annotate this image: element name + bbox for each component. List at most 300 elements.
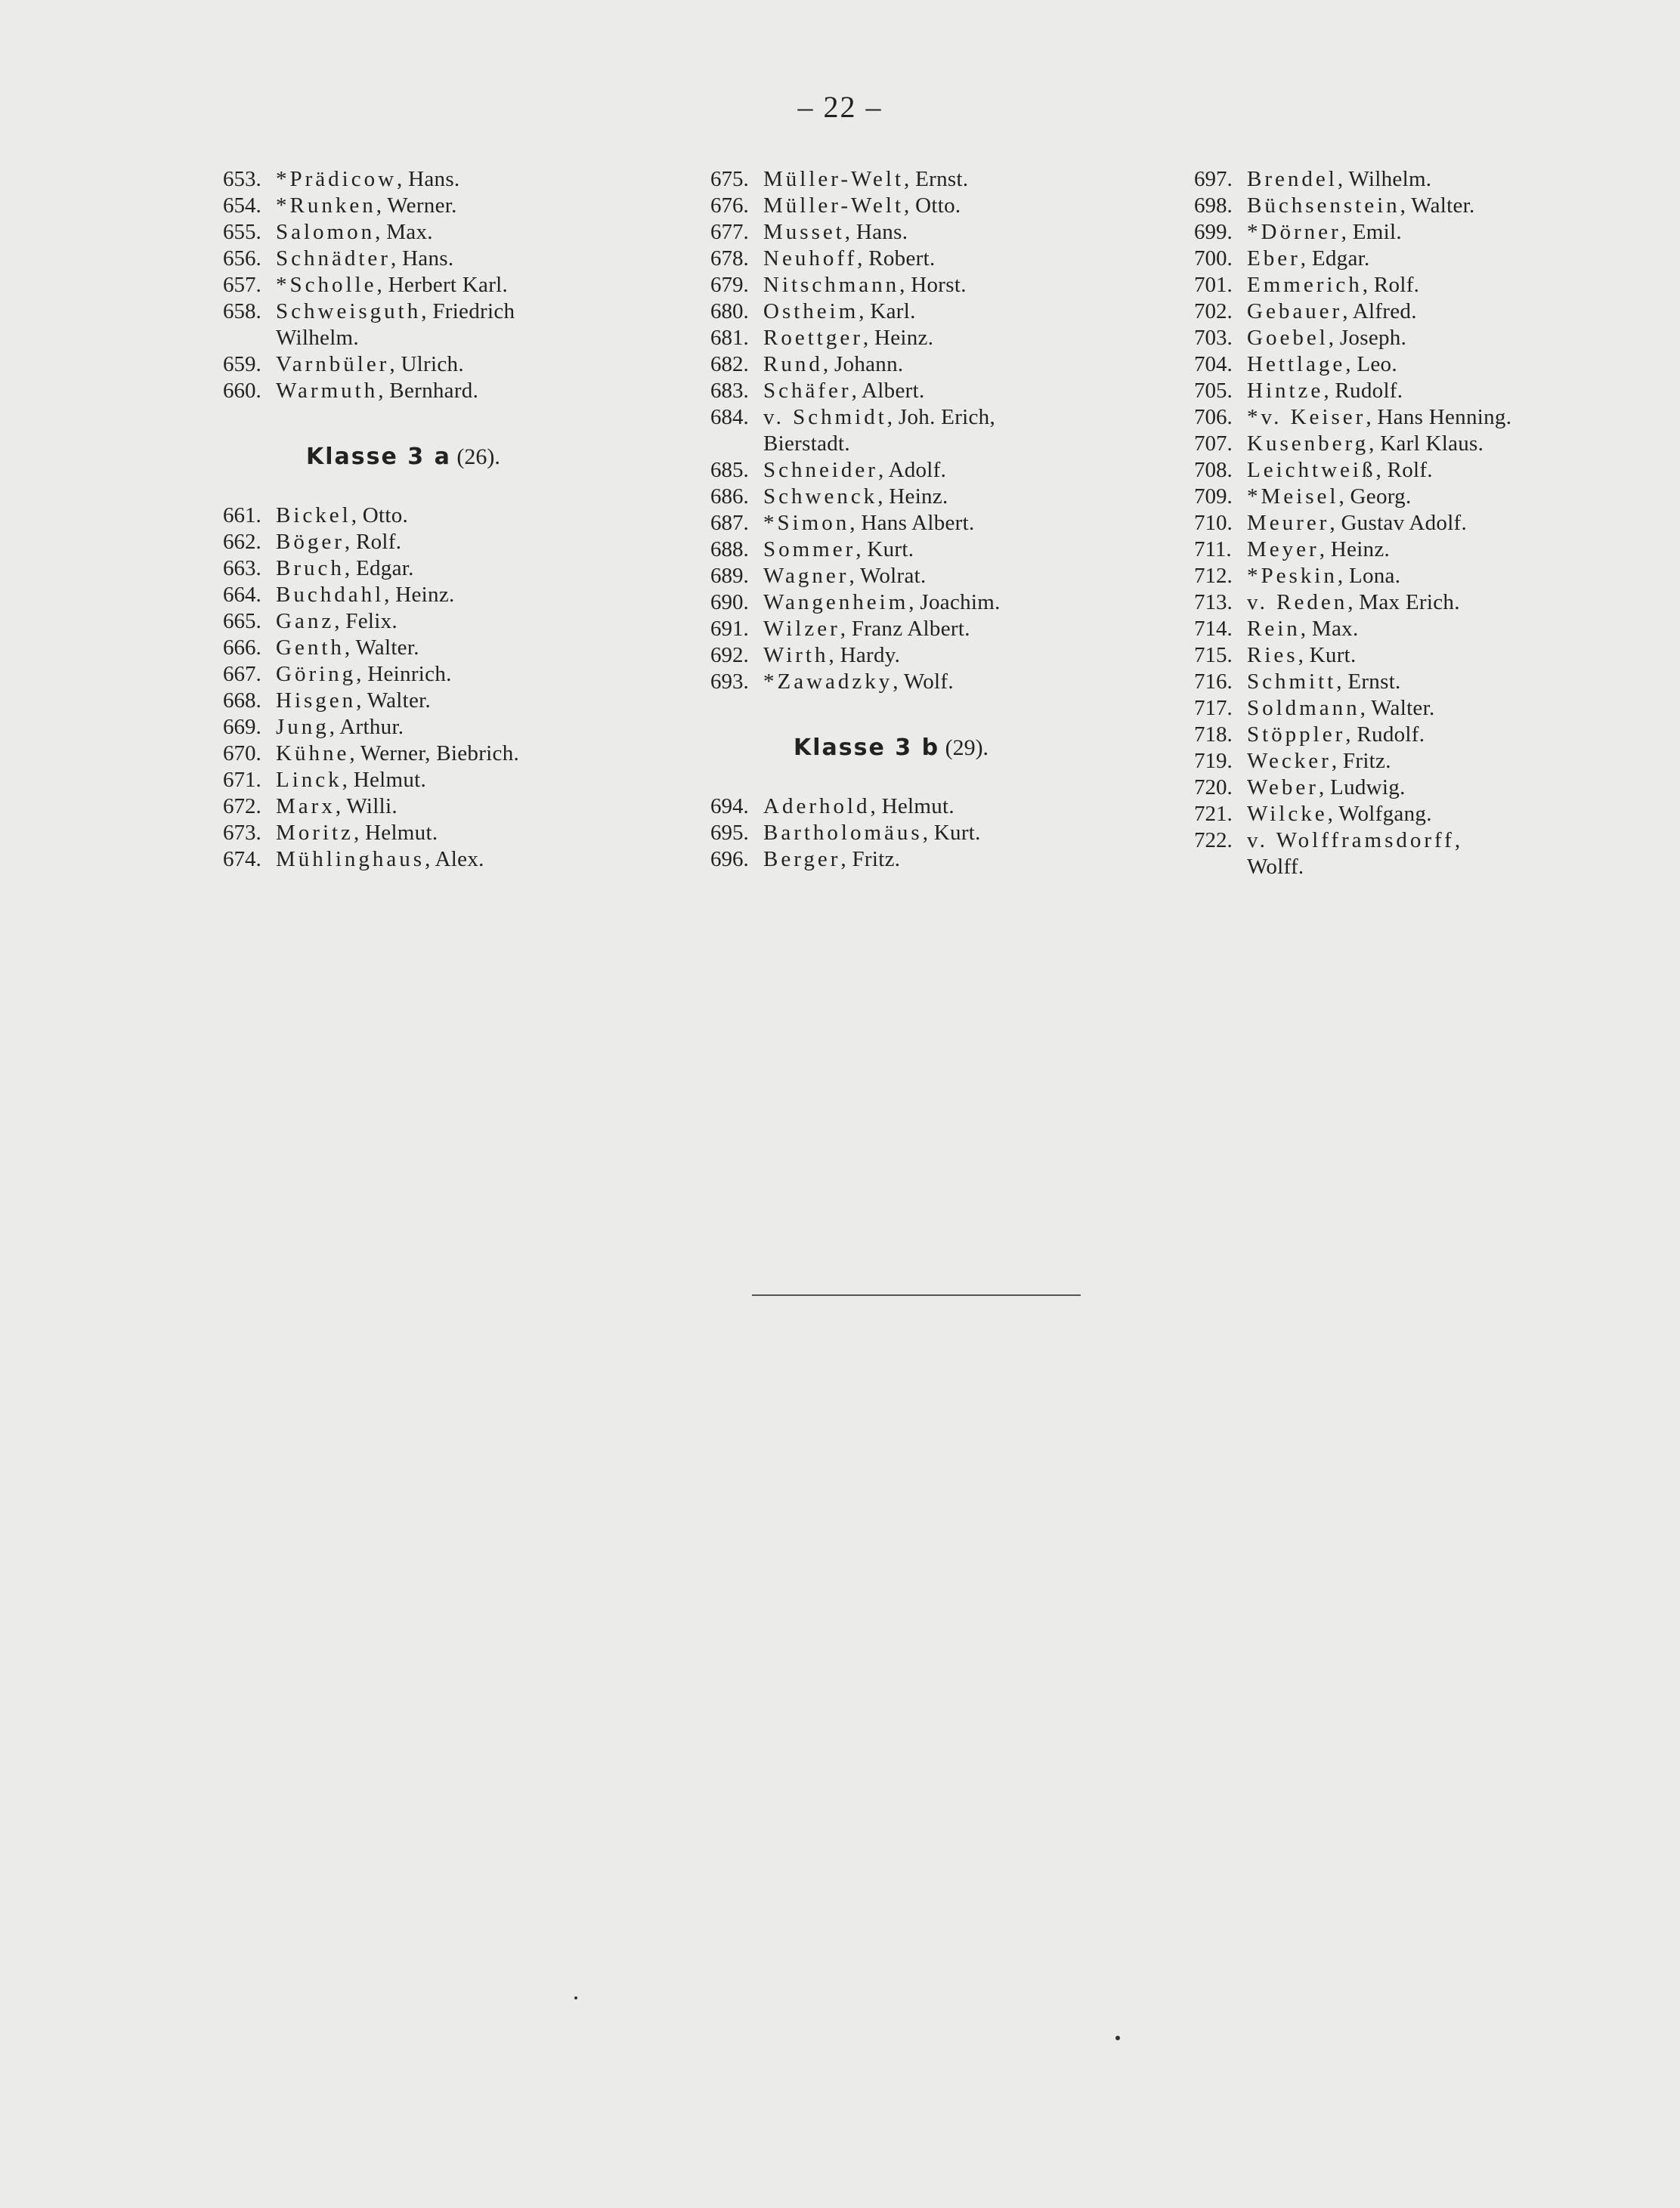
entry-given-names: , Joseph. (1328, 326, 1407, 350)
list-item (710, 246, 1179, 272)
list-item (710, 404, 1179, 431)
entry-given-names: , Joh. Erich, (886, 405, 996, 429)
entry-given-names: , Rolf. (1375, 458, 1433, 482)
entry-surname: Meurer (1247, 511, 1330, 535)
entry-name (276, 246, 453, 272)
entry-name (1247, 827, 1460, 854)
entry-surname: Hintze (1247, 379, 1324, 403)
entry-number: 691. (710, 617, 749, 641)
entry-name (763, 616, 970, 642)
entry-number: 695. (710, 821, 749, 845)
entry-name (276, 767, 426, 793)
entry-given-names: , Max. (1300, 617, 1359, 641)
entry-given-names: , Otto. (904, 193, 961, 218)
entry-name (276, 529, 401, 555)
entry-number: 694. (710, 794, 749, 818)
entry-given-names: , Hans. (390, 246, 454, 271)
entry-name (276, 503, 408, 529)
entry-number: 706. (1194, 405, 1233, 429)
list-item (223, 298, 691, 325)
entry-surname: Schnädter (276, 246, 391, 271)
entry-given-names: , Max. (375, 220, 433, 244)
entry-surname: *Meisel (1247, 484, 1339, 509)
entry-given-names: , Emil. (1341, 220, 1402, 244)
list-item (223, 846, 691, 873)
entry-given-names: , Ludwig. (1318, 775, 1406, 799)
entry-number: 666. (223, 635, 261, 660)
list-item (710, 298, 1179, 325)
entry-given-names: , Hardy. (828, 643, 901, 667)
entry-surname: Bartholomäus (763, 821, 923, 845)
list-item (1194, 589, 1648, 616)
entry-name (763, 219, 908, 246)
entry-name (276, 325, 359, 351)
entry-name (763, 563, 927, 589)
entry-number: 665. (223, 609, 261, 633)
entry-number: 704. (1194, 352, 1233, 376)
entry-given-names: , Walter. (344, 635, 419, 660)
entry-number: 663. (223, 556, 261, 580)
entry-surname: Eber (1247, 246, 1301, 271)
entry-surname: Varnbüler (276, 352, 390, 376)
entry-given-names: , Ernst. (904, 167, 969, 191)
entry-surname: *Prädicow (276, 167, 398, 191)
entry-number: 702. (1194, 299, 1233, 323)
entry-given-names: , Wolrat. (849, 564, 927, 588)
entry-number: 675. (710, 167, 749, 191)
list-item (223, 714, 691, 741)
entry-given-names: , Arthur. (329, 715, 404, 739)
entry-name (276, 298, 515, 325)
entry-surname: *Zawadzky (763, 670, 893, 694)
class-heading (794, 733, 1179, 763)
entry-given-names: , Ulrich. (389, 352, 464, 376)
entry-surname: Weber (1247, 775, 1319, 799)
list-item (710, 193, 1179, 219)
page-number: – 22 – (797, 90, 883, 124)
entry-surname: Wilzer (763, 617, 840, 641)
list-item (223, 688, 691, 714)
list-item (1194, 642, 1648, 669)
list-item (710, 589, 1179, 616)
entry-name (1247, 246, 1370, 272)
entry-name (1247, 722, 1425, 748)
entry-given-names: , Kurt. (1298, 643, 1357, 667)
entry-surname: *v. Keiser (1247, 405, 1366, 429)
entry-number: 655. (223, 220, 261, 244)
entry-surname: Moritz (276, 821, 354, 845)
list-item (1194, 722, 1648, 748)
entry-given-names: , Hans Albert. (849, 511, 975, 535)
entry-number (710, 431, 763, 457)
entry-surname: Rein (1247, 617, 1301, 641)
entry-name (276, 714, 404, 741)
list-item (223, 378, 691, 404)
entry-given-names: , Franz Albert. (840, 617, 970, 641)
entry-given-names: , Albert. (851, 379, 925, 403)
entry-given-names: , Johann. (822, 352, 904, 376)
list-item (223, 529, 691, 555)
entry-number: 718. (1194, 722, 1233, 747)
entry-name (276, 688, 431, 714)
entry-surname: Roettger (763, 326, 863, 350)
entry-number: 712. (1194, 564, 1233, 588)
list-item (710, 846, 1179, 873)
entry-number: 678. (710, 246, 749, 271)
class-heading-count: (29). (939, 735, 989, 760)
entry-name (1247, 695, 1435, 722)
list-item (1194, 669, 1648, 695)
entry-surname: Wirth (763, 643, 829, 667)
entry-number: 677. (710, 220, 749, 244)
list-item (710, 669, 1179, 695)
entry-name (1247, 669, 1401, 695)
list-item (710, 351, 1179, 378)
entry-given-names: , Walter. (1400, 193, 1475, 218)
entry-name (763, 793, 954, 820)
list-item (1194, 219, 1648, 246)
entry-name (763, 272, 967, 298)
entry-given-names: , Lona. (1337, 564, 1401, 588)
list-item (1194, 854, 1648, 880)
entry-name (276, 555, 414, 582)
entry-surname: Göring (276, 662, 357, 686)
list-item (1194, 695, 1648, 722)
entry-number: 657. (223, 273, 261, 297)
entry-number: 667. (223, 662, 261, 686)
entry-surname: Ostheim (763, 299, 859, 323)
list-item (710, 378, 1179, 404)
entry-surname: Schäfer (763, 379, 852, 403)
entry-given-names: , Georg. (1338, 484, 1412, 509)
entry-name (276, 741, 519, 767)
entry-name (1247, 854, 1304, 880)
list-item (1194, 801, 1648, 827)
list-item (1194, 325, 1648, 351)
list-item (1194, 457, 1648, 484)
list-item (710, 431, 1179, 457)
entry-surname: Ries (1247, 643, 1298, 667)
entry-given-names: , Edgar. (1300, 246, 1370, 271)
entry-given-names: , Adolf. (877, 458, 947, 482)
entry-surname: Hisgen (276, 688, 357, 713)
entry-surname: Genth (276, 635, 345, 660)
entry-name (276, 820, 438, 846)
entry-surname: Leichtweiß (1247, 458, 1376, 482)
list-item (223, 820, 691, 846)
entry-name (276, 166, 459, 193)
entry-name (1247, 325, 1406, 351)
entry-surname: v. Schmidt (763, 405, 887, 429)
list-item (223, 793, 691, 820)
entry-given-names: , Werner. (376, 193, 457, 218)
entry-number: 661. (223, 503, 261, 527)
entry-surname: Böger (276, 530, 345, 554)
entry-name (1247, 748, 1391, 775)
list-item (223, 193, 691, 219)
entry-surname: Wangenheim (763, 590, 909, 614)
list-item (223, 635, 691, 661)
entry-name (763, 669, 954, 695)
entry-number: 684. (710, 405, 749, 429)
entry-given-names: , Alex. (425, 847, 484, 871)
list-item (1194, 378, 1648, 404)
entry-surname: *Peskin (1247, 564, 1338, 588)
entry-name (276, 272, 508, 298)
entry-given-names: , Rolf. (344, 530, 402, 554)
entry-surname: Salomon (276, 220, 376, 244)
entry-surname: Schmitt (1247, 670, 1337, 694)
speck-mark (574, 1996, 577, 1999)
entry-given-names: , Heinrich. (356, 662, 452, 686)
entry-surname: Kusenberg (1247, 431, 1369, 456)
entry-name (1247, 431, 1484, 457)
entry-name (276, 635, 419, 661)
list-item (223, 661, 691, 688)
entry-given-names: , Hans. (844, 220, 908, 244)
class-heading-title: Klasse 3 a (306, 444, 451, 470)
entry-given-names: , Rudolf. (1323, 379, 1403, 403)
entry-number: 676. (710, 193, 749, 218)
entry-name (763, 431, 850, 457)
separator-rule (752, 1294, 1081, 1296)
list-item (1194, 404, 1648, 431)
entry-given-names: , Herbert Karl. (376, 273, 509, 297)
list-item (710, 563, 1179, 589)
entry-number: 671. (223, 768, 261, 792)
list-item (223, 351, 691, 378)
entry-given-names: , Edgar. (344, 556, 414, 580)
list-item (1194, 616, 1648, 642)
entry-surname: Wagner (763, 564, 849, 588)
entry-number: 660. (223, 379, 261, 403)
entry-given-names: Bierstadt. (763, 431, 850, 456)
entry-given-names: Wolff. (1247, 855, 1304, 879)
entry-surname: *Runken (276, 193, 376, 218)
entry-surname: Schweisguth (276, 299, 422, 323)
entry-surname: Warmuth (276, 379, 379, 403)
entry-given-names: , Ernst. (1336, 670, 1401, 694)
entry-surname: Emmerich (1247, 273, 1363, 297)
entry-given-names: , Werner, Biebrich. (349, 741, 520, 765)
list-item (223, 608, 691, 635)
entry-given-names: , Max Erich. (1347, 590, 1460, 614)
class-heading-count: (26). (450, 444, 500, 469)
list-item (710, 166, 1179, 193)
list-item (710, 793, 1179, 820)
list-item (1194, 748, 1648, 775)
entry-given-names: , Hans. (397, 167, 460, 191)
entry-number: 699. (1194, 220, 1233, 244)
list-item (223, 767, 691, 793)
entry-name (276, 846, 484, 873)
entry-given-names: , Helmut. (870, 794, 954, 818)
entry-number: 717. (1194, 696, 1233, 720)
entry-number: 713. (1194, 590, 1233, 614)
entry-name (763, 846, 900, 873)
entry-name (763, 484, 948, 510)
entry-name (276, 193, 457, 219)
entry-surname: Gebauer (1247, 299, 1343, 323)
list-item (1194, 351, 1648, 378)
entry-given-names: , Wolfgang. (1327, 802, 1432, 826)
entry-given-names: , Helmut. (342, 768, 427, 792)
class-heading (306, 442, 691, 472)
entry-name (276, 378, 478, 404)
entry-surname: Soldmann (1247, 696, 1360, 720)
list-item (1194, 193, 1648, 219)
entry-number: 690. (710, 590, 749, 614)
entry-number: 656. (223, 246, 261, 271)
entry-name (763, 166, 968, 193)
entry-number: 711. (1194, 537, 1232, 561)
list-item (223, 246, 691, 272)
entry-surname: *Scholle (276, 273, 377, 297)
column-left (223, 166, 691, 873)
entry-number: 701. (1194, 273, 1233, 297)
speck-mark (1115, 2036, 1120, 2040)
entry-number: 674. (223, 847, 261, 871)
entry-surname: Buchdahl (276, 583, 385, 607)
entry-surname: *Dörner (1247, 220, 1341, 244)
entry-number: 681. (710, 326, 749, 350)
entry-number: 687. (710, 511, 749, 535)
list-item (710, 510, 1179, 537)
entry-surname: Meyer (1247, 537, 1320, 561)
entry-surname: Bruch (276, 556, 345, 580)
column-middle (710, 166, 1179, 873)
entry-name (763, 378, 925, 404)
entry-given-names: , Fritz. (1331, 749, 1391, 773)
list-item (1194, 272, 1648, 298)
entry-number: 670. (223, 741, 261, 765)
entry-surname: Marx (276, 794, 336, 818)
list-item (1194, 431, 1648, 457)
entry-surname: Stöppler (1247, 722, 1346, 747)
entry-given-names: , Wolf. (893, 670, 954, 694)
entry-name (763, 404, 995, 431)
entry-number: 705. (1194, 379, 1233, 403)
entry-given-names: , Kurt. (922, 821, 981, 845)
entry-surname: Mühlinghaus (276, 847, 425, 871)
entry-name (276, 582, 455, 608)
entry-name (276, 351, 464, 378)
entry-number: 669. (223, 715, 261, 739)
entry-number: 662. (223, 530, 261, 554)
entry-name (763, 510, 975, 537)
entry-number: 685. (710, 458, 749, 482)
entry-name (1247, 775, 1406, 801)
list-item (223, 582, 691, 608)
entry-given-names: , Karl. (859, 299, 916, 323)
entry-name (763, 457, 946, 484)
entry-number: 688. (710, 537, 749, 561)
list-item (710, 219, 1179, 246)
entry-name (1247, 510, 1467, 537)
entry-number: 710. (1194, 511, 1233, 535)
entry-given-names: , Heinz. (877, 484, 948, 509)
entry-given-names: , Leo. (1345, 352, 1397, 376)
entry-name (1247, 537, 1390, 563)
list-item (1194, 510, 1648, 537)
entry-name (1247, 457, 1433, 484)
entry-number: 686. (710, 484, 749, 509)
entry-given-names: , Bernhard. (378, 379, 479, 403)
entry-name (763, 325, 933, 351)
list-item (710, 642, 1179, 669)
entry-name (1247, 193, 1475, 219)
entry-given-names: , Rudolf. (1345, 722, 1425, 747)
entry-given-names: , Rolf. (1362, 273, 1420, 297)
entry-name (276, 608, 398, 635)
entry-name (1247, 616, 1359, 642)
entry-name (1247, 378, 1403, 404)
entry-number: 709. (1194, 484, 1233, 509)
entry-name (763, 820, 981, 846)
entry-surname: Goebel (1247, 326, 1329, 350)
entry-surname: Büchsenstein (1247, 193, 1400, 218)
entry-given-names: , Horst. (899, 273, 967, 297)
column-right (1194, 166, 1648, 880)
entry-number: 722. (1194, 828, 1233, 852)
entry-surname: Bickel (276, 503, 351, 527)
entry-name (763, 351, 903, 378)
entry-given-names: , Walter. (1360, 696, 1435, 720)
entry-surname: Brendel (1247, 167, 1338, 191)
entry-surname: Müller-Welt (763, 193, 905, 218)
entry-given-names: , Friedrich (421, 299, 515, 323)
entry-number: 703. (1194, 326, 1233, 350)
list-item (710, 537, 1179, 563)
list-item (710, 616, 1179, 642)
entry-number: 707. (1194, 431, 1233, 456)
list-item (1194, 775, 1648, 801)
entry-number (223, 325, 276, 351)
entry-surname: Müller-Welt (763, 167, 905, 191)
entry-surname: Wecker (1247, 749, 1332, 773)
list-item (223, 741, 691, 767)
entry-surname: Jung (276, 715, 330, 739)
list-item (1194, 563, 1648, 589)
entry-given-names: Wilhelm. (276, 326, 359, 350)
entry-surname: Ganz (276, 609, 335, 633)
entry-surname: Musset (763, 220, 845, 244)
entry-number: 658. (223, 299, 261, 323)
list-item (223, 555, 691, 582)
entry-given-names: , Felix. (334, 609, 398, 633)
entry-given-names: , Heinz. (1319, 537, 1391, 561)
list-item (223, 503, 691, 529)
entry-number: 696. (710, 847, 749, 871)
entry-given-names: , Kurt. (855, 537, 914, 561)
entry-surname: Berger (763, 847, 841, 871)
entry-number: 679. (710, 273, 749, 297)
entry-number: 682. (710, 352, 749, 376)
entry-surname: Rund (763, 352, 823, 376)
entry-number: 700. (1194, 246, 1233, 271)
entry-given-names: , Gustav Adolf. (1329, 511, 1468, 535)
entry-number: 708. (1194, 458, 1233, 482)
list-item (710, 484, 1179, 510)
entry-name (1247, 298, 1417, 325)
entry-surname: Neuhoff (763, 246, 858, 271)
entry-name (1247, 589, 1460, 616)
entry-number: 719. (1194, 749, 1233, 773)
entry-number: 654. (223, 193, 261, 218)
entry-number: 680. (710, 299, 749, 323)
entry-surname: Aderhold (763, 794, 871, 818)
entry-number: 721. (1194, 802, 1233, 826)
